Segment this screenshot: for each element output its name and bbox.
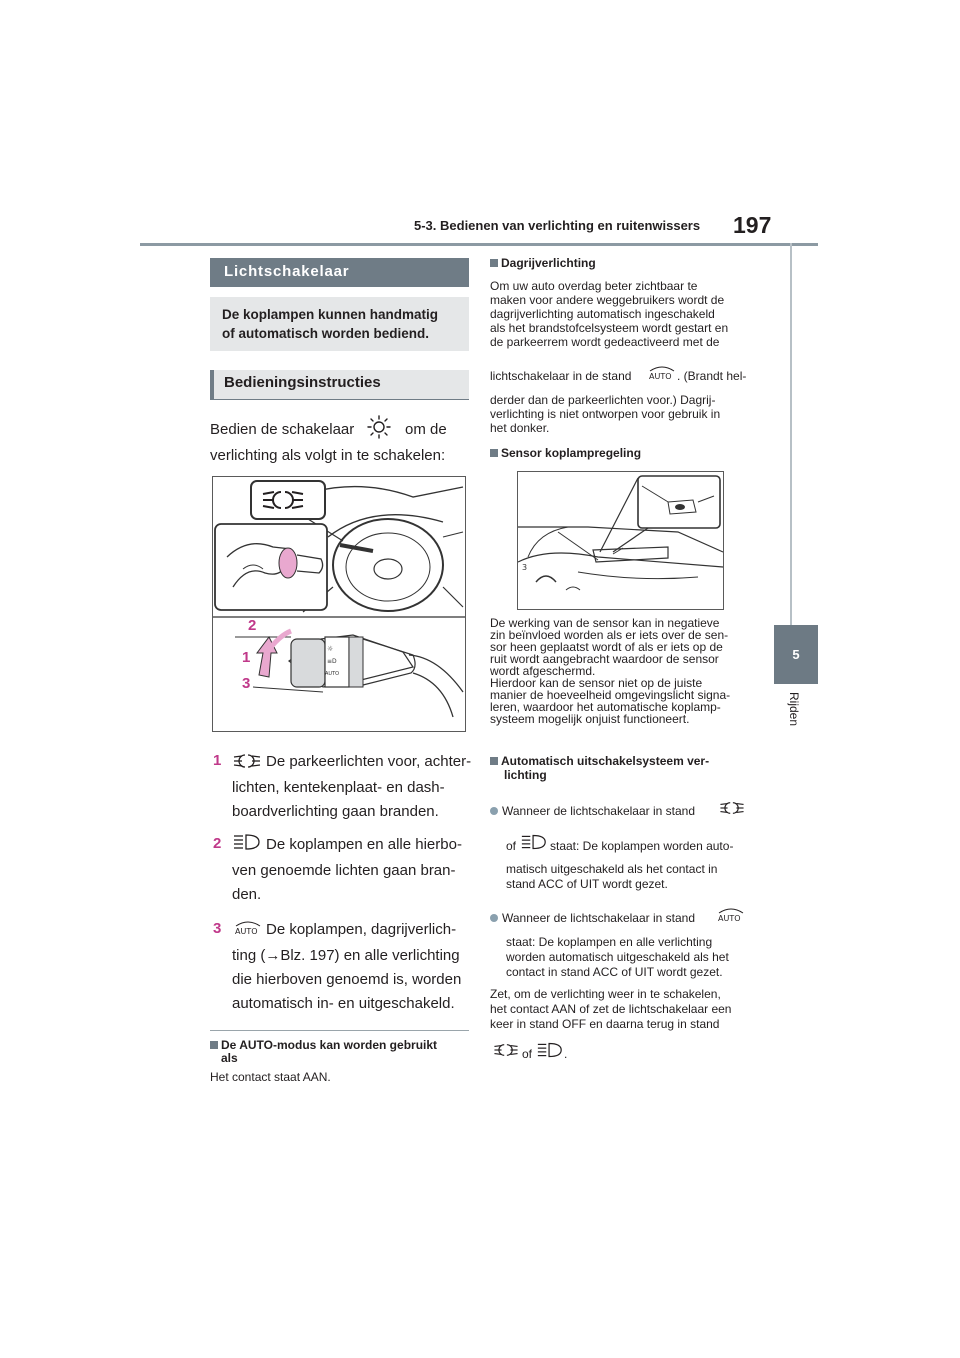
item-3-line-4: automatisch in- en uitgeschakeld. [232, 995, 455, 1012]
item-1-line-2: lichten, kentekenplaat- en dash- [232, 779, 445, 796]
chapter-tab[interactable] [774, 625, 818, 684]
svg-text:☼: ☼ [327, 645, 334, 653]
item-1-line-1: De parkeerlichten voor, achter- [266, 753, 472, 770]
note-heading-line-1: De AUTO-modus kan worden gebruikt [221, 1038, 438, 1052]
sensor-text-1: De werking van de sensor kan in negatieve [490, 616, 720, 630]
lead-line-2: of automatisch worden bediend. [222, 326, 430, 341]
drl-heading-text: Dagrijverlichting [501, 256, 596, 270]
drl-line-6a: lichtschakelaar in de stand [490, 369, 632, 383]
drl-tail-2: verlichting is niet ontworpen voor gebruik in [490, 407, 721, 421]
lead-box [210, 297, 469, 351]
figure-label-3: 3 [242, 675, 251, 692]
sensor-heading [490, 446, 641, 460]
chapter-label-wrap [779, 692, 819, 742]
final-line-2: het contact AAN of zet de lichtschakelaar een [490, 1002, 732, 1016]
svg-text:AUTO: AUTO [649, 372, 672, 380]
sensor-text-6: Hierdoor kan de sensor niet op de juiste [490, 676, 703, 690]
item-3-line-2: ting (→Blz. 197) en alle verlichting [232, 947, 460, 964]
sensor-heading-text: Sensor koplampregeling [501, 446, 642, 460]
running-header-title: 5-3. Bedienen van verlichting en ruitenwissers [414, 218, 701, 233]
sub-heading-rule [210, 399, 469, 400]
item-1-line-3: boardverlichting gaan branden. [232, 803, 439, 820]
svg-text:≡D: ≡D [327, 658, 337, 665]
drl-heading [490, 256, 596, 270]
intro-line-2: verlichting als volgt in te schakelen: [210, 447, 446, 464]
bullet-1-line-c1: matisch uitgeschakeld als het contact in [506, 862, 718, 876]
sensor-text-2: zin beïnvloed worden als er iets over de sen- [490, 628, 729, 642]
item-3-line-3: die hierboven genoemd is, worden [232, 971, 462, 988]
item-3-line-1: De koplampen, dagrijverlich- [266, 921, 457, 938]
note-square-icon [210, 1041, 218, 1049]
headlight-icon [520, 832, 548, 852]
item-number-3: 3 [213, 920, 222, 937]
svg-text:AUTO: AUTO [718, 914, 741, 922]
drl-tail-1: derder dan de parkeerlichten voor.) Dagrij- [490, 393, 716, 407]
chapter-label: Rijden [787, 692, 801, 727]
bullet-1-line-a [490, 804, 695, 818]
drl-square-icon [490, 259, 498, 267]
page-number: 197 [733, 212, 772, 238]
auto-off-square-icon [490, 757, 498, 765]
bullet-2-line-a [490, 911, 695, 925]
item-2-line-1: De koplampen en alle hierbo- [266, 836, 462, 853]
light-switch-icon [366, 414, 392, 440]
svg-text:AUTO: AUTO [325, 671, 340, 677]
headlight-icon [232, 832, 262, 852]
bullet-1-text-b: staat: De koplampen worden auto- [550, 839, 734, 853]
sensor-square-icon [490, 449, 498, 457]
auto-off-heading-line-2: lichting [504, 768, 547, 782]
drl-line-3: dagrijverlichting automatisch ingeschakeld [490, 307, 715, 321]
auto-light-icon [232, 919, 264, 935]
section-heading: Lichtschakelaar [210, 258, 469, 287]
header-rule [140, 243, 818, 246]
sensor-text-4: ruit wordt aangebracht waardoor de sensor [490, 652, 719, 666]
parking-light-icon [232, 752, 262, 770]
light-switch-figure [212, 476, 466, 732]
bullet-1-text-a: Wanneer de lichtschakelaar in stand [502, 804, 695, 818]
sensor-text-3: sor heen geplaatst wordt of als er iets op de [490, 640, 723, 654]
sensor-text-9: systeem mogelijk onjuist functioneert. [490, 712, 690, 726]
sensor-figure [517, 471, 724, 610]
final-of: of [522, 1047, 533, 1061]
final-end: . [564, 1047, 568, 1061]
sub-heading-accent [210, 370, 214, 399]
drl-line-6b: . (Brandt hel- [677, 369, 747, 383]
side-tab-line [790, 243, 792, 625]
item-number-1: 1 [213, 752, 222, 769]
item-2-line-3: den. [232, 886, 262, 903]
light-switch-illustration [213, 477, 465, 731]
drl-line-4: als het brandstofcelsysteem wordt gestart en [490, 321, 729, 335]
sub-heading: Bedieningsinstructies [224, 374, 381, 391]
drl-line-1: Om uw auto overdag beter zichtbaar te [490, 279, 698, 293]
chapter-number: 5 [792, 647, 800, 662]
lead-line-1: De koplampen kunnen handmatig [222, 307, 439, 322]
sub-heading-bar [210, 370, 469, 399]
auto-light-icon [647, 364, 677, 380]
parking-light-icon [492, 1042, 520, 1058]
intro-line-1 [210, 418, 354, 442]
note-heading-line-2: als [221, 1051, 238, 1065]
bullet-dot-icon [490, 807, 498, 815]
drl-line-2: maken voor andere weggebruikers wordt de [490, 293, 725, 307]
bullet-1-of: of [506, 839, 517, 853]
bullet-2-text-a: Wanneer de lichtschakelaar in stand [502, 911, 695, 925]
intro-text-b: om de [405, 421, 447, 438]
note-rule [210, 1030, 469, 1031]
final-line-1: Zet, om de verlichting weer in te schakelen, [490, 987, 721, 1001]
intro-text-a: Bedien de schakelaar [210, 421, 355, 438]
svg-text:AUTO: AUTO [235, 927, 258, 935]
drl-tail-3: het donker. [490, 421, 550, 435]
figure-label-1: 1 [242, 649, 251, 666]
drl-line-5: de parkeerrem wordt gedeactiveerd met de [490, 335, 720, 349]
note-heading [210, 1038, 437, 1052]
svg-text:3: 3 [522, 563, 528, 572]
headlight-icon [536, 1040, 564, 1060]
auto-off-heading [490, 754, 709, 768]
bullet-2-line-b2: worden automatisch uitgeschakeld als het [506, 950, 729, 964]
sensor-illustration [518, 472, 723, 609]
bullet-dot-icon [490, 914, 498, 922]
note-text: Het contact staat AAN. [210, 1070, 331, 1084]
sensor-text-7: manier de hoeveelheid omgevingslicht signa- [490, 688, 731, 702]
item-number-2: 2 [213, 835, 222, 852]
bullet-2-line-b3: contact in stand ACC of UIT wordt gezet. [506, 965, 723, 979]
figure-label-2: 2 [248, 617, 257, 634]
auto-light-icon [716, 906, 746, 922]
item-2-line-2: ven genoemde lichten gaan bran- [232, 862, 456, 879]
parking-light-icon [718, 800, 746, 816]
sensor-text-8: leren, waardoor het automatische koplamp- [490, 700, 721, 714]
auto-off-heading-line-1: Automatisch uitschakelsysteem ver- [501, 754, 710, 768]
bullet-1-line-c2: stand ACC of UIT wordt gezet. [506, 877, 668, 891]
bullet-2-line-b1: staat: De koplampen en alle verlichting [506, 935, 713, 949]
sensor-text-5: wordt afgeschermd. [490, 664, 596, 678]
final-line-3: keer in stand OFF en daarna terug in stand [490, 1017, 720, 1031]
